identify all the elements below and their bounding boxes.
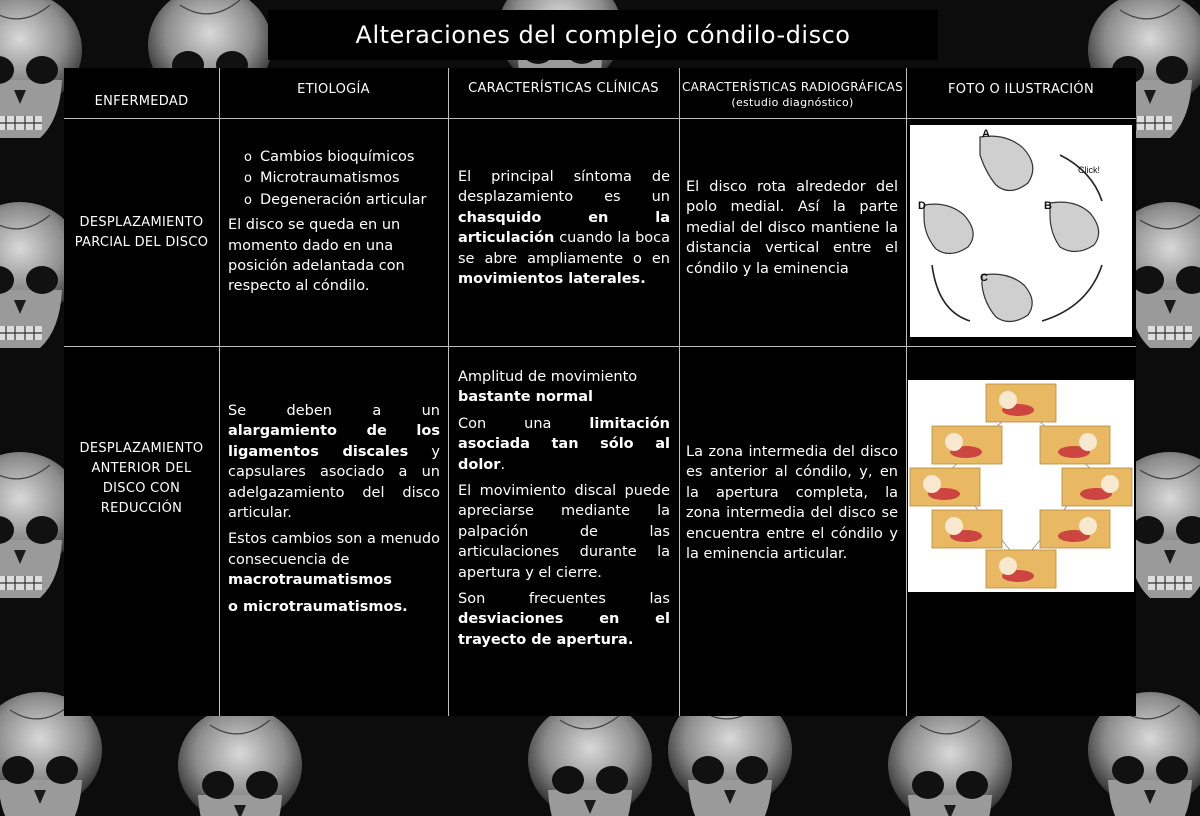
header-enfermedad: ENFERMEDAD	[94, 94, 189, 109]
label-d: D	[918, 200, 926, 212]
label-b: B	[1044, 200, 1052, 212]
etiologia-bold: o microtraumatismos.	[228, 598, 408, 615]
clinicas-text: El principal síntoma de desplazamiento es un	[458, 169, 670, 206]
title-bar	[268, 10, 938, 60]
clinicas-text: Amplitud de movimiento	[458, 369, 638, 385]
clinicas-bold: movimientos laterales.	[458, 271, 646, 288]
clinicas-bold: desviaciones en el trayecto de apertura.	[458, 611, 670, 648]
row2-etiologia	[228, 401, 440, 623]
row1-illustration	[910, 125, 1132, 337]
column-divider	[219, 68, 220, 716]
header-foto: FOTO O ILUSTRACIÓN	[948, 82, 1094, 97]
row1-enfermedad-line: DESPLAZAMIENTO	[79, 214, 204, 230]
etiologia-bold: macrotraumatismos	[228, 572, 392, 589]
etiologia-paragraph	[228, 529, 440, 590]
etiologia-text: Se deben a un	[228, 403, 440, 419]
comparison-table	[64, 68, 1136, 716]
clinicas-bold: bastante normal	[458, 389, 593, 406]
column-divider	[448, 68, 449, 716]
row1-etiologia	[228, 147, 440, 303]
etiologia-paragraph	[228, 597, 440, 617]
disc-reduction-diagram	[908, 380, 1134, 592]
etiologia-text: El disco se queda en un momento dado en una posición adelantada con respecto al cóndilo.	[228, 217, 405, 295]
etiologia-bold: alargamiento de los ligamentos discales	[228, 423, 440, 460]
header-radiograficas	[679, 80, 906, 109]
clinicas-text: cuando la boca se abre ampliamente o en	[458, 230, 670, 267]
clinicas-text: .	[500, 456, 506, 473]
header-radiograficas-title: CARACTERÍSTICAS RADIOGRÁFICAS	[681, 80, 904, 94]
list-item: o Degeneración articular	[244, 190, 440, 211]
row2-radiograficas: La zona intermedia del disco es anterior al cóndilo, y, en la apertura completa, la zona intermedia del disco se encuentra entre el cóndilo y la eminencia articular.	[686, 444, 898, 563]
row2-enfermedad-line: REDUCCIÓN	[100, 501, 183, 516]
page-title: Alteraciones del complejo cóndilo-disco	[355, 21, 851, 49]
column-divider	[679, 68, 680, 716]
clinicas-bold: chasquido en la articulación	[458, 209, 670, 247]
row-divider	[64, 118, 1136, 119]
header-clinicas: CARACTERÍSTICAS CLÍNICAS	[468, 81, 659, 96]
row2-enfermedad-line: DISCO CON	[102, 481, 181, 496]
column-divider	[906, 68, 907, 716]
row2-enfermedad-line: ANTERIOR DEL	[91, 461, 192, 476]
row1-enfermedad	[64, 119, 219, 346]
etiologia-list	[244, 147, 440, 211]
clinicas-paragraph: El movimiento discal puede apreciarse mediante la palpación de las articulaciones durante la apertura y el cierre.	[458, 483, 670, 581]
row2-enfermedad	[64, 347, 219, 716]
clinicas-text: Son frecuentes las	[458, 591, 670, 608]
clinicas-paragraph	[458, 589, 670, 650]
header-radiograficas-subtitle: (estudio diagnóstico)	[731, 96, 854, 109]
row-divider	[64, 346, 1136, 347]
disc-rotation-diagram	[910, 125, 1132, 337]
list-item: o Cambios bioquímicos	[244, 147, 440, 168]
row1-radiograficas: El disco rota alrededor del polo medial. Así la parte medial del disco mantiene la distancia vertical entre el cóndilo y la eminencia	[686, 179, 898, 277]
clinicas-paragraph	[458, 414, 670, 475]
row1-enfermedad-line: PARCIAL DEL DISCO	[74, 234, 209, 250]
row2-enfermedad-line: DESPLAZAMIENTO	[79, 441, 204, 456]
clinicas-paragraph	[458, 367, 670, 408]
row2-illustration	[908, 380, 1134, 592]
clinicas-bold: limitación asociada tan sólo al dolor	[458, 415, 671, 473]
etiologia-text: Estos cambios son a menudo consecuencia de	[228, 531, 440, 568]
clinicas-text: Con una	[458, 415, 552, 432]
row2-clinicas	[458, 367, 670, 656]
list-item: o Microtraumatismos	[244, 168, 440, 189]
label-click: Click!	[1078, 165, 1100, 175]
etiologia-text: y capsulares asociado a un adelgazamiento del disco articular.	[228, 443, 440, 522]
label-c: C	[980, 272, 988, 284]
row1-clinicas	[458, 167, 670, 289]
etiologia-paragraph	[228, 401, 440, 523]
header-etiologia: ETIOLOGÍA	[297, 82, 370, 97]
label-a: A	[982, 128, 990, 140]
